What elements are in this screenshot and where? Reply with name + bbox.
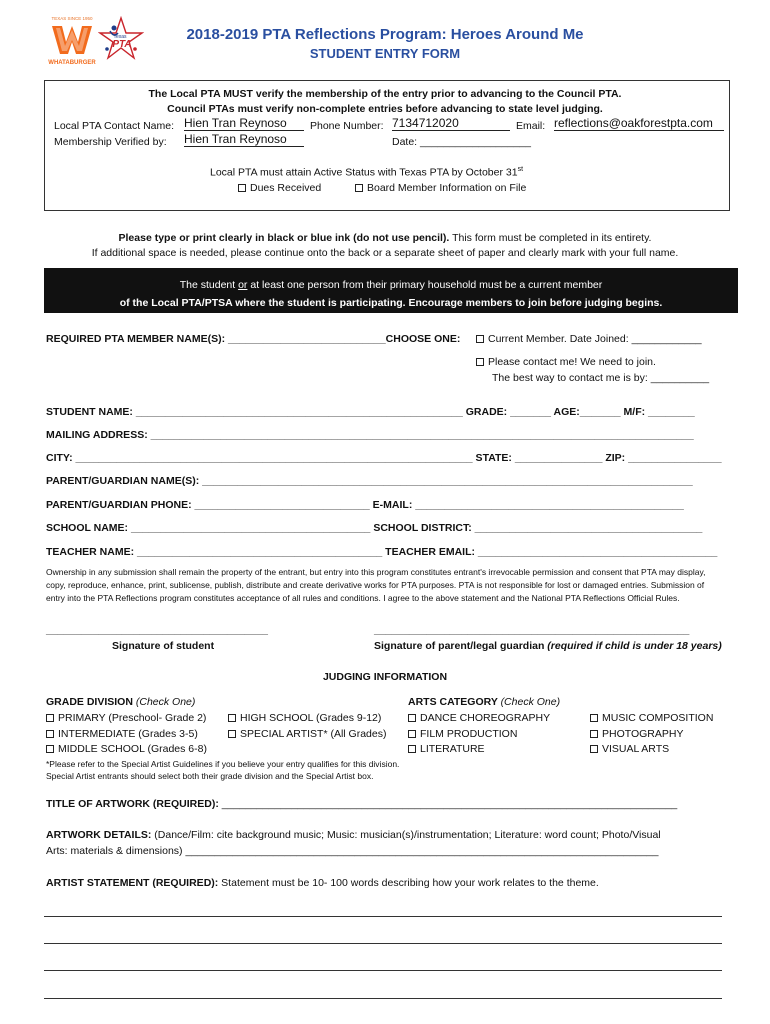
artwork-details-field[interactable]: Arts: materials & dimensions) _________________________________________________________________________________ bbox=[46, 845, 659, 857]
arts-film-checkbox[interactable]: FILM PRODUCTION bbox=[408, 728, 517, 740]
grade-primary-checkbox[interactable]: PRIMARY (Preschool- Grade 2) bbox=[46, 712, 206, 724]
parent-signature-line[interactable]: ______________________________________________________ bbox=[374, 624, 690, 636]
artist-statement-heading: ARTIST STATEMENT (REQUIRED): Statement must be 10- 100 words describing how your work relates to the theme. bbox=[46, 877, 599, 889]
contact-name-label: Local PTA Contact Name: bbox=[54, 120, 175, 132]
special-artist-note-2: Special Artist entrants should select both their grade division and the Special Artist box. bbox=[46, 771, 374, 781]
statement-line-3[interactable] bbox=[44, 970, 722, 971]
special-artist-note-1: *Please refer to the Special Artist Guidelines if you believe your entry qualifies for this division. bbox=[46, 759, 400, 769]
grade-middle-checkbox[interactable]: MIDDLE SCHOOL (Grades 6-8) bbox=[46, 743, 207, 755]
required-member-name-field[interactable]: REQUIRED PTA MEMBER NAME(S): ___________________________CHOOSE ONE: bbox=[46, 333, 461, 345]
verify-line-2: Council PTAs must verify non-complete entries before advancing to state level judging. bbox=[167, 103, 603, 115]
arts-category-heading: ARTS CATEGORY (Check One) bbox=[408, 696, 561, 708]
current-member-label: Current Member. Date Joined: ____________ bbox=[488, 333, 702, 345]
whataburger-tagline: TEXAS SINCE 1950 bbox=[51, 16, 93, 21]
arts-visual-arts-checkbox[interactable]: VISUAL ARTS bbox=[590, 743, 669, 755]
date-field[interactable]: Date: ___________________ bbox=[392, 136, 531, 148]
contact-me-label: Please contact me! We need to join. bbox=[488, 356, 656, 368]
statement-line-1[interactable] bbox=[44, 916, 722, 917]
student-signature-line[interactable]: ______________________________________ bbox=[46, 624, 268, 636]
ownership-line-2: copy, reproduce, enhance, print, sublicense, publish, distribute and create derivative works for PTA purposes. PTA is not responsible for lost or damaged entries. Submission of bbox=[46, 580, 705, 590]
student-signature-label: Signature of student bbox=[112, 640, 215, 652]
instructions-line-2: If additional space is needed, please continue onto the back or a separate sheet of paper and clearly mark with your full name. bbox=[91, 247, 679, 259]
ownership-line-1: Ownership in any submission shall remain the property of the entrant, but entry into this program constitutes entrant's irrevocable permission and consent that PTA may display, bbox=[46, 567, 706, 577]
active-status-text: Local PTA must attain Active Status with Texas PTA by October 31st bbox=[210, 166, 524, 179]
grade-special-artist-checkbox[interactable]: SPECIAL ARTIST* (All Grades) bbox=[228, 728, 386, 740]
texas-pta-big: PTA bbox=[112, 39, 132, 50]
contact-me-checkbox[interactable] bbox=[476, 356, 656, 368]
student-name-row[interactable]: STUDENT NAME: ________________________________________________________ GRADE: _______ AGE:_______ M/F: ________ bbox=[46, 406, 695, 418]
current-member-checkbox[interactable] bbox=[476, 333, 702, 345]
arts-music-checkbox[interactable]: MUSIC COMPOSITION bbox=[590, 712, 713, 724]
verified-by-field[interactable]: Hien Tran Reynoso bbox=[184, 132, 304, 147]
arts-literature-checkbox[interactable]: LITERATURE bbox=[408, 743, 485, 755]
artwork-details-row: ARTWORK DETAILS: (Dance/Film: cite background music; Music: musician(s)/instrumentation; Literature: word count; Photo/Visual bbox=[46, 829, 661, 841]
contact-method-field[interactable]: The best way to contact me is by: __________ bbox=[492, 372, 710, 384]
statement-line-4[interactable] bbox=[44, 998, 722, 999]
verified-by-label: Membership Verified by: bbox=[54, 136, 167, 148]
banner-line-1: The student or at least one person from their primary household must be a current member bbox=[179, 279, 603, 291]
parent-signature-label: Signature of parent/legal guardian (required if child is under 18 years) bbox=[374, 640, 722, 652]
artwork-title-row[interactable]: TITLE OF ARTWORK (REQUIRED): ______________________________________________________________________________ bbox=[46, 798, 678, 810]
parent-name-row[interactable]: PARENT/GUARDIAN NAME(S): ____________________________________________________________________________________ bbox=[46, 475, 693, 487]
grade-intermediate-checkbox[interactable]: INTERMEDIATE (Grades 3-5) bbox=[46, 728, 198, 740]
dues-received-label: Dues Received bbox=[250, 182, 322, 194]
page-title: 2018-2019 PTA Reflections Program: Heroes Around Me bbox=[186, 26, 584, 43]
page-subtitle: STUDENT ENTRY FORM bbox=[309, 46, 461, 61]
arts-photography-checkbox[interactable]: PHOTOGRAPHY bbox=[590, 728, 684, 740]
phone-field[interactable]: 7134712020 bbox=[392, 116, 510, 131]
instructions-line-1: Please type or print clearly in black or blue ink (do not use pencil). This form must be completed in its entirety. bbox=[118, 232, 652, 244]
parent-phone-email-row[interactable]: PARENT/GUARDIAN PHONE: ______________________________ E-MAIL: ______________________________________________ bbox=[46, 499, 684, 511]
city-state-zip-row[interactable]: CITY: ____________________________________________________________________ STATE: _______________ ZIP: ________________ bbox=[46, 452, 722, 464]
email-field[interactable]: reflections@oakforestpta.com bbox=[554, 116, 724, 131]
email-label: Email: bbox=[516, 120, 546, 132]
board-info-label: Board Member Information on File bbox=[367, 182, 527, 194]
phone-label: Phone Number: bbox=[310, 120, 384, 132]
banner-line-2: of the Local PTA/PTSA where the student is participating. Encourage members to join before judging begins. bbox=[119, 297, 663, 309]
board-info-checkbox[interactable] bbox=[355, 182, 526, 194]
whataburger-wordmark: WHATABURGER bbox=[48, 60, 96, 66]
texas-pta-small: Texas bbox=[113, 34, 127, 40]
grade-high-checkbox[interactable]: HIGH SCHOOL (Grades 9-12) bbox=[228, 712, 381, 724]
statement-line-2[interactable] bbox=[44, 943, 722, 944]
contact-name-field[interactable]: Hien Tran Reynoso bbox=[184, 116, 304, 131]
ownership-line-3: entry into the PTA Reflections program constitutes acceptance of all rules and conditions. I agree to the above statement and the National PTA Reflections Official Rules. bbox=[46, 593, 680, 603]
dues-received-checkbox[interactable] bbox=[238, 182, 321, 194]
school-row[interactable]: SCHOOL NAME: _________________________________________ SCHOOL DISTRICT: _______________________________________ bbox=[46, 522, 703, 534]
verify-line-1: The Local PTA MUST verify the membership of the entry prior to advancing to the Council PTA. bbox=[148, 88, 622, 100]
mailing-address-row[interactable]: MAILING ADDRESS: _____________________________________________________________________________________________ bbox=[46, 429, 694, 441]
judging-title: JUDGING INFORMATION bbox=[322, 671, 448, 683]
grade-division-heading: GRADE DIVISION (Check One) bbox=[46, 696, 196, 708]
teacher-row[interactable]: TEACHER NAME: __________________________________________ TEACHER EMAIL: _________________________________________ bbox=[46, 546, 718, 558]
arts-dance-checkbox[interactable]: DANCE CHOREOGRAPHY bbox=[408, 712, 550, 724]
